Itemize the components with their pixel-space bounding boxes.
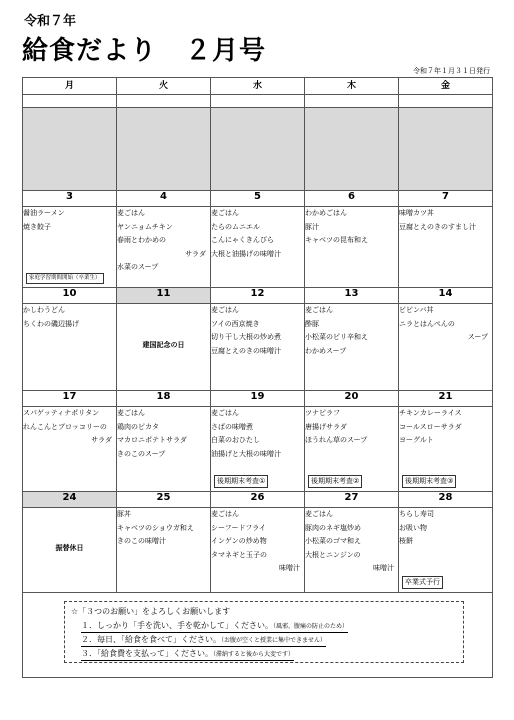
menu-cell (305, 207, 399, 288)
date-row (23, 391, 493, 407)
menu-cell (305, 508, 399, 593)
menu-item: 豚汁 (305, 222, 319, 231)
menu-item: 味噌汁 (279, 564, 300, 572)
newsletter-title (22, 30, 266, 67)
request-main: １．しっかり「手を洗い、手を乾かして」ください。 (81, 621, 273, 630)
menu-item: キャベツのショウガ和え (117, 523, 194, 532)
weekday-thu: 木 (305, 78, 399, 95)
menu-item: 麦ごはん (117, 409, 145, 417)
empty-day-cell (399, 108, 493, 191)
menu-item: お吸い物 (399, 523, 427, 532)
menu-item: 味噌カツ丼 (399, 209, 434, 217)
menu-item: 油揚げと大根の味噌汁 (211, 449, 281, 458)
day-number: 14 (399, 288, 493, 304)
weekday-header-row (23, 78, 493, 95)
empty-week-row (23, 108, 493, 191)
weekday-fri: 金 (399, 78, 493, 95)
menu-item: わかめごはん (305, 209, 347, 217)
menu-item: マカロニポテトサラダ (117, 436, 187, 444)
request-item (81, 648, 294, 661)
menu-cell (117, 207, 211, 288)
menu-item: れんこんとブロッコリーの (23, 422, 107, 431)
empty-day-cell (117, 108, 211, 191)
day-number: 26 (211, 492, 305, 508)
menu-item: 麦ごはん (211, 409, 239, 417)
menu-row (23, 207, 493, 288)
menu-item: ちくわの磯辺揚げ (23, 319, 79, 328)
request-item (81, 634, 326, 647)
menu-row (23, 407, 493, 492)
day-number: 17 (23, 391, 117, 407)
date-row (23, 288, 493, 304)
request-sub: （滞納すると後から大変です） (213, 651, 295, 658)
menu-item: 酢豚 (305, 319, 319, 328)
blank-cell (117, 95, 211, 108)
holiday-name: 振替休日 (55, 543, 84, 552)
event-note: 後期期末考査② (308, 475, 362, 488)
menu-item: 白菜のおひたし (211, 436, 260, 444)
blank-cell (23, 95, 117, 108)
day-number: 11 (117, 288, 211, 304)
requests-heading: ☆「３つのお願い」をよろしくお願いします (71, 607, 231, 616)
holiday-name: 建国記念の日 (142, 340, 185, 349)
date-row (23, 492, 493, 508)
holiday-cell (117, 304, 211, 391)
menu-item: ヨーグルト (399, 436, 434, 444)
day-number: 18 (117, 391, 211, 407)
menu-cell (399, 508, 493, 593)
menu-cell (23, 407, 117, 492)
menu-item: シーフードフライ (211, 523, 267, 532)
menu-item: 麦ごはん (211, 209, 239, 217)
menu-item: キャベツの昆布和え (305, 236, 368, 244)
menu-item: ほうれん草のスープ (305, 436, 368, 444)
menu-cell (399, 304, 493, 391)
day-number: 19 (211, 391, 305, 407)
empty-day-cell (211, 108, 305, 191)
menu-item: サラダ (185, 249, 206, 258)
request-item (81, 620, 348, 633)
menu-cell (211, 207, 305, 288)
menu-item: 小松菜のゴマ和え (305, 537, 361, 545)
menu-item: 豆腐とえのきの味噌汁 (211, 346, 281, 355)
menu-row (23, 304, 493, 391)
day-number: 21 (399, 391, 493, 407)
day-number: 27 (305, 492, 399, 508)
request-main: ３．「給食費を支払って」ください。 (81, 649, 213, 658)
menu-cell (23, 207, 117, 288)
menu-cell (211, 407, 305, 492)
day-number: 6 (305, 191, 399, 207)
event-note: 後期期末考査① (214, 475, 268, 488)
day-number: 28 (399, 492, 493, 508)
day-number: 5 (211, 191, 305, 207)
menu-item: 豚肉のネギ塩炒め (305, 523, 361, 532)
menu-cell (211, 304, 305, 391)
blank-cell (305, 95, 399, 108)
menu-item: きのこの味噌汁 (117, 537, 166, 545)
menu-item: 麦ごはん (305, 306, 333, 314)
menu-item: ビビンバ丼 (399, 306, 434, 314)
menu-cell (211, 508, 305, 593)
blank-cell (211, 95, 305, 108)
menu-item: ヤンニョムチキン (117, 222, 173, 231)
menu-cell (117, 407, 211, 492)
menu-item: チキンカレーライス (399, 409, 462, 417)
request-sub: （お腹が空くと授業に集中できません） (221, 637, 327, 644)
day-number: 24 (23, 492, 117, 508)
menu-item: わかめスープ (305, 346, 347, 355)
menu-item: 水菜のスープ (117, 263, 159, 271)
menu-cell (305, 407, 399, 492)
menu-item: 味噌汁 (373, 564, 394, 572)
menu-item: 小松菜のピリ辛和え (305, 333, 368, 341)
issue-date: 令和７年１月３１日発行 (413, 67, 490, 75)
menu-item: 切り干し大根の炒め煮 (211, 333, 281, 341)
request-sub: （風邪、腹痛の防止のため） (273, 623, 349, 630)
menu-item: さばの味噌煮 (211, 422, 253, 431)
holiday-cell (23, 508, 117, 593)
blank-row (23, 95, 493, 108)
menu-item: たらのムニエル (211, 222, 260, 231)
menu-item: 唐揚げサラダ (305, 422, 347, 431)
menu-item: こんにゃくきんぴら (211, 236, 274, 244)
menu-item: ツナピラフ (305, 409, 340, 417)
day-number: 4 (117, 191, 211, 207)
empty-day-cell (23, 108, 117, 191)
menu-item: スパゲッティナポリタン (23, 409, 100, 417)
menu-cell (399, 407, 493, 492)
requests-box (64, 601, 464, 663)
day-number: 3 (23, 191, 117, 207)
menu-item: インゲンの炒め物 (211, 537, 267, 545)
event-note: 卒業式予行 (402, 576, 443, 589)
day-number: 20 (305, 391, 399, 407)
menu-item: ソイの西京焼き (211, 319, 260, 328)
request-main: ２．毎日、「給食を食べて」ください。 (81, 635, 221, 644)
menu-item: ニラとはんぺんの (399, 319, 455, 328)
menu-item: 桜餅 (399, 537, 413, 545)
menu-item: 麦ごはん (211, 306, 239, 314)
day-number: 13 (305, 288, 399, 304)
menu-cell (117, 508, 211, 593)
event-note: 家庭学習期間開始（卒業生） (26, 273, 104, 284)
event-note: 後期期末考査③ (402, 475, 456, 488)
weeks-body (23, 191, 493, 593)
menu-item: 豚丼 (117, 510, 131, 518)
day-number: 25 (117, 492, 211, 508)
issue-month: ２月号 (185, 36, 267, 66)
menu-item: 大根とニンジンの (305, 550, 361, 559)
menu-item: スープ (467, 333, 488, 341)
era-label: 令和７年 (24, 14, 77, 29)
menu-item: タマネギと玉子の (211, 550, 267, 559)
menu-item: 醤油ラーメン (23, 209, 65, 217)
menu-item: ちらし寿司 (399, 510, 434, 518)
menu-item: サラダ (91, 436, 112, 444)
title-text: 給食だより (22, 36, 158, 66)
day-number: 12 (211, 288, 305, 304)
weekday-wed: 水 (211, 78, 305, 95)
menu-item: 春雨とわかめの (117, 236, 166, 244)
menu-item: 麦ごはん (305, 510, 333, 518)
blank-cell (399, 95, 493, 108)
menu-row (23, 508, 493, 593)
empty-day-cell (305, 108, 399, 191)
date-row (23, 191, 493, 207)
menu-item: コールスローサラダ (399, 422, 462, 431)
weekday-tue: 火 (117, 78, 211, 95)
menu-calendar (22, 77, 493, 678)
menu-cell (23, 304, 117, 391)
day-number: 7 (399, 191, 493, 207)
menu-item: 鶏肉のピカタ (117, 422, 159, 431)
menu-item: 豆腐とえのきのすまし汁 (399, 222, 476, 231)
weekday-mon: 月 (23, 78, 117, 95)
menu-cell (399, 207, 493, 288)
menu-cell (305, 304, 399, 391)
menu-item: 麦ごはん (211, 510, 239, 518)
menu-item: かしわうどん (23, 306, 65, 314)
menu-item: 麦ごはん (117, 209, 145, 217)
day-number: 10 (23, 288, 117, 304)
menu-item: 大根と油揚げの味噌汁 (211, 249, 281, 258)
menu-item: 焼き餃子 (23, 222, 51, 231)
menu-item: きのこのスープ (117, 449, 166, 458)
